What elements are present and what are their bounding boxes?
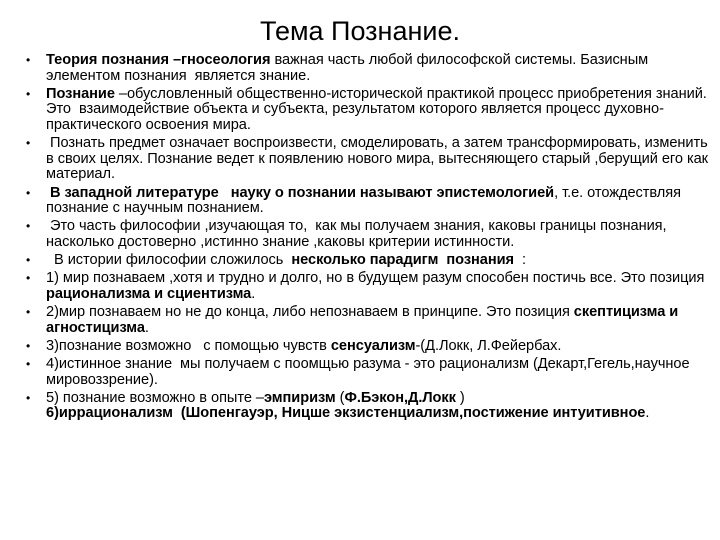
bold-text: сенсуализм <box>330 337 416 354</box>
bullet-text <box>46 186 710 217</box>
bullet-item <box>26 87 710 134</box>
bold-text: рационализма и сциентизма <box>46 285 252 302</box>
text-run: . <box>144 319 149 336</box>
text-run: . <box>645 405 650 422</box>
text-run: –обусловленный общественно-исторической практикой процесс приобретения знаний. Это взаимодействие объекта и субъекта, результатом которого является процесс духовно-практического освоения мира. <box>46 85 711 133</box>
slide-title: Тема Познание. <box>259 16 460 46</box>
bullet-dot-icon: • <box>26 86 31 101</box>
bullet-item <box>26 271 710 302</box>
text-run: Это часть философии ,изучающая то, как мы получаем знания, каковы границы познания, насколько достоверно ,истинно знание ,каковы критерии истинности. <box>46 218 671 250</box>
bullet-text <box>46 391 710 422</box>
bullet-text <box>46 339 710 355</box>
bullet-dot-icon: • <box>26 338 31 353</box>
bullet-dot-icon: • <box>26 357 31 372</box>
text-run: -(Д.Локк, Л.Фейербах. <box>415 337 562 354</box>
text-run: 3)познание возможно с помощью чувств <box>46 337 331 354</box>
bold-text: эмпиризм <box>263 389 336 406</box>
bold-text: скептицизма и агностицизма <box>46 304 683 336</box>
text-run: , т.е. отождествляя познание с научным познанием. <box>46 184 685 217</box>
text-run: . <box>251 285 256 302</box>
text-run: ) <box>455 389 465 406</box>
bold-text: 6)иррационализм (Шопенгауэр, Ницше экзистенциализм,постижение интуитивное <box>46 405 646 422</box>
bullet-dot-icon: • <box>26 185 31 200</box>
bullet-dot-icon: • <box>26 219 31 234</box>
bullet-text <box>46 219 710 250</box>
bullet-item <box>26 253 710 269</box>
text-run: 2)мир познаваем но не до конца, либо непознаваем в принципе. Это позиция <box>46 304 574 321</box>
text-run: ( <box>335 389 345 406</box>
bullet-item <box>26 53 710 84</box>
bullet-item <box>26 135 713 183</box>
text-run: важная часть любой философской системы. Базисным элементом познания является знание. <box>46 52 653 84</box>
bullet-text <box>46 305 710 336</box>
bullet-text <box>46 271 710 302</box>
bullet-item <box>26 357 710 388</box>
bold-text: Ф.Бэкон,Д.Локк <box>344 389 456 406</box>
bullet-text <box>46 53 710 84</box>
bold-text: В западной литературе науку о познании называют эпистемологией <box>46 184 555 201</box>
bold-text: несколько парадигм познания <box>291 252 515 269</box>
bullet-item <box>26 186 710 217</box>
bullet-dot-icon: • <box>26 253 31 268</box>
bullet-item <box>26 391 710 422</box>
bullet-dot-icon: • <box>26 136 31 151</box>
bullet-item <box>26 219 710 250</box>
bold-text: Познание <box>46 85 115 102</box>
bullet-text <box>46 135 713 183</box>
bullet-list <box>26 52 713 425</box>
bullet-text <box>46 253 710 269</box>
text-run: 4)истинное знание мы получаем с поомщью разума - это рационализм (Декарт,Гегель,научное мировоззрение). <box>46 356 694 388</box>
text-run: Познать предмет означает воспроизвести, смоделировать, а затем трансформировать, изменить в своих целях. Познание ведет к появлению нового мира, вытесняющего старый ,берущий его как материал. <box>46 135 713 183</box>
bullet-dot-icon: • <box>26 271 31 286</box>
bullet-text <box>46 87 710 134</box>
bullet-text <box>46 357 710 388</box>
bold-text: Теория познания –гносеология <box>46 52 271 68</box>
bullet-dot-icon: • <box>26 53 31 67</box>
text-run: В истории философии сложилось <box>46 252 292 269</box>
text-run: : <box>514 252 527 269</box>
bullet-dot-icon: • <box>26 305 31 320</box>
bullet-item <box>26 305 710 336</box>
text-run: 1) мир познаваем ,хотя и трудно и долго, но в будущем разум способен постичь все. Это позиция <box>46 270 709 287</box>
text-run: 5) познание возможно в опыте – <box>46 389 264 406</box>
bullet-item <box>26 339 710 355</box>
bullet-dot-icon: • <box>26 390 31 405</box>
